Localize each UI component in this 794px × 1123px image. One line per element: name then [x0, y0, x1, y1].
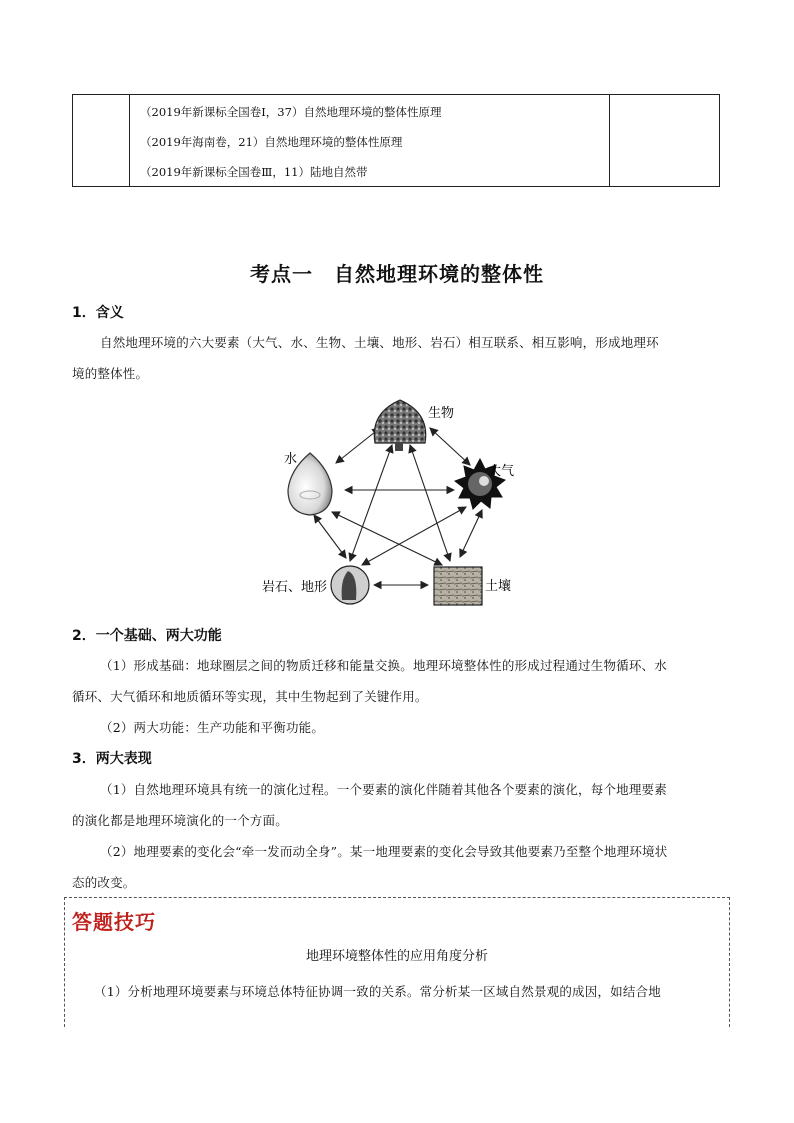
arrow-biology-water	[336, 428, 380, 463]
paragraph-line: 自然地理环境的六大要素（大气、水、生物、土壤、地形、岩石）相互联系、相互影响，形成地理环	[100, 335, 659, 350]
paragraph-line: 境的整体性。	[72, 366, 149, 381]
section-heading: 1．含义	[72, 305, 124, 321]
rock-landform-label: 岩石、地形	[262, 580, 328, 595]
arrow-atmosphere-rock	[362, 507, 466, 565]
table-row: （2019年海南卷，21）自然地理环境的整体性原理	[140, 135, 403, 149]
table-divider	[129, 95, 130, 186]
arrow-water-soil	[332, 512, 442, 565]
rock-landform-icon	[331, 566, 369, 604]
soil-label: 土壤	[485, 579, 512, 594]
arrow-water-rock	[314, 515, 346, 558]
table-divider	[609, 95, 610, 186]
water-label: 水	[284, 452, 298, 467]
paragraph-line: 的演化都是地理环境演化的一个方面。	[72, 813, 288, 828]
tips-subtitle: 地理环境整体性的应用角度分析	[305, 949, 488, 964]
table-row: （2019年新课标全国卷Ⅰ，37）自然地理环境的整体性原理	[140, 105, 442, 119]
paragraph-line: （1）自然地理环境具有统一的演化过程。一个要素的演化伴随着其他各个要素的演化，每个地理要素	[100, 782, 667, 797]
paragraph-line: （2）地理要素的变化会“牵一发而动全身”。某一地理要素的变化会导致其他要素乃至整个地理环境状	[100, 844, 668, 859]
biology-label: 生物	[428, 406, 455, 421]
atmosphere-label: 大气	[488, 464, 515, 479]
paragraph-line: 循环、大气循环和地质循环等实现，其中生物起到了关键作用。	[72, 689, 428, 704]
table-row: （2019年新课标全国卷Ⅲ，11）陆地自然带	[140, 165, 368, 179]
soil-icon	[434, 567, 482, 605]
page-title: 考点一 自然地理环境的整体性	[250, 262, 544, 286]
arrow-biology-soil	[410, 445, 450, 561]
arrow-atmosphere-soil	[460, 510, 482, 557]
arrow-biology-atmosphere	[430, 428, 470, 465]
paragraph-line: （2）两大功能：生产功能和平衡功能。	[100, 720, 325, 735]
paragraph-line: 态的改变。	[72, 875, 136, 890]
biology-icon	[374, 400, 425, 451]
arrow-biology-rock	[350, 445, 392, 561]
tips-title: 答题技巧	[72, 910, 156, 934]
elements-diagram	[262, 395, 540, 615]
section-heading: 3．两大表现	[72, 751, 152, 767]
section-heading: 2．一个基础、两大功能	[72, 628, 222, 644]
paragraph-line: （1）形成基础：地球圈层之间的物质迁移和能量交换。地理环境整体性的形成过程通过生物循环、水	[100, 658, 667, 673]
paragraph-line: （1）分析地理环境要素与环境总体特征协调一致的关系。常分析某一区域自然景观的成因，如结合地	[94, 984, 661, 999]
